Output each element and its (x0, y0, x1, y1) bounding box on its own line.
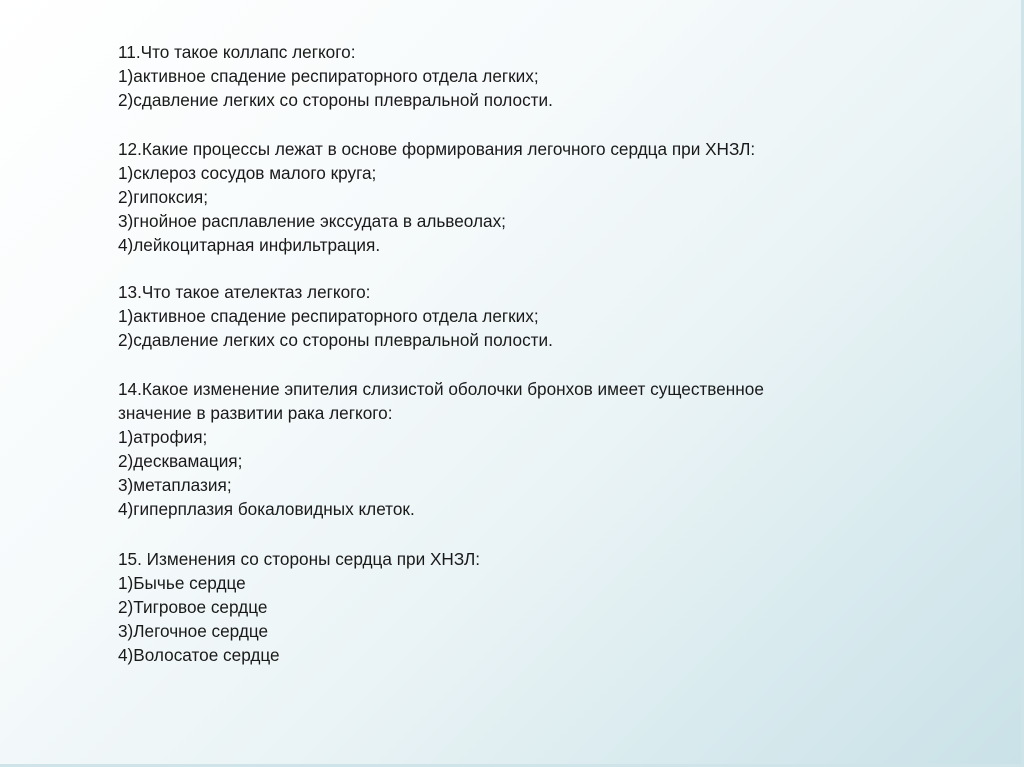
answer-option: 2)гипоксия; (118, 187, 209, 207)
question-title: 14.Какое изменение эпителия слизистой оболочки бронхов имеет существенное (118, 379, 764, 399)
question-15 (118, 547, 480, 667)
question-11 (118, 40, 553, 112)
answer-option: 4)гиперплазия бокаловидных клеток. (118, 499, 415, 519)
question-13 (118, 280, 553, 352)
answer-option: 3)гнойное расплавление экссудата в альвеолах; (118, 211, 506, 231)
question-title: 15. Изменения со стороны сердца при ХНЗЛ: (118, 549, 481, 569)
answer-option: 4)Волосатое сердце (118, 645, 280, 665)
question-title: 11.Что такое коллапс легкого: (118, 42, 356, 62)
question-14 (118, 377, 764, 521)
answer-option: 2)сдавление легких со стороны плевральной полости. (118, 330, 553, 350)
answer-option: 2)Тигровое сердце (118, 597, 268, 617)
answer-option: 1)активное спадение респираторного отдела легких; (118, 306, 539, 326)
answer-option: 1)атрофия; (118, 427, 208, 447)
question-12 (118, 137, 755, 257)
answer-option: 2)сдавление легких со стороны плевральной полости. (118, 90, 553, 110)
answer-option: 1)склероз сосудов малого круга; (118, 163, 377, 183)
answer-option: 2)десквамация; (118, 451, 243, 471)
answer-option: 4)лейкоцитарная инфильтрация. (118, 235, 381, 255)
question-title: 12.Какие процессы лежат в основе формирования легочного сердца при ХНЗЛ: (118, 139, 756, 159)
answer-option: 1)активное спадение респираторного отдела легких; (118, 66, 539, 86)
answer-option: 3)Легочное сердце (118, 621, 269, 641)
question-title-continuation: значение в развитии рака легкого: (118, 403, 393, 423)
answer-option: 3)метаплазия; (118, 475, 232, 495)
answer-option: 1)Бычье сердце (118, 573, 246, 593)
question-title: 13.Что такое ателектаз легкого: (118, 282, 371, 302)
